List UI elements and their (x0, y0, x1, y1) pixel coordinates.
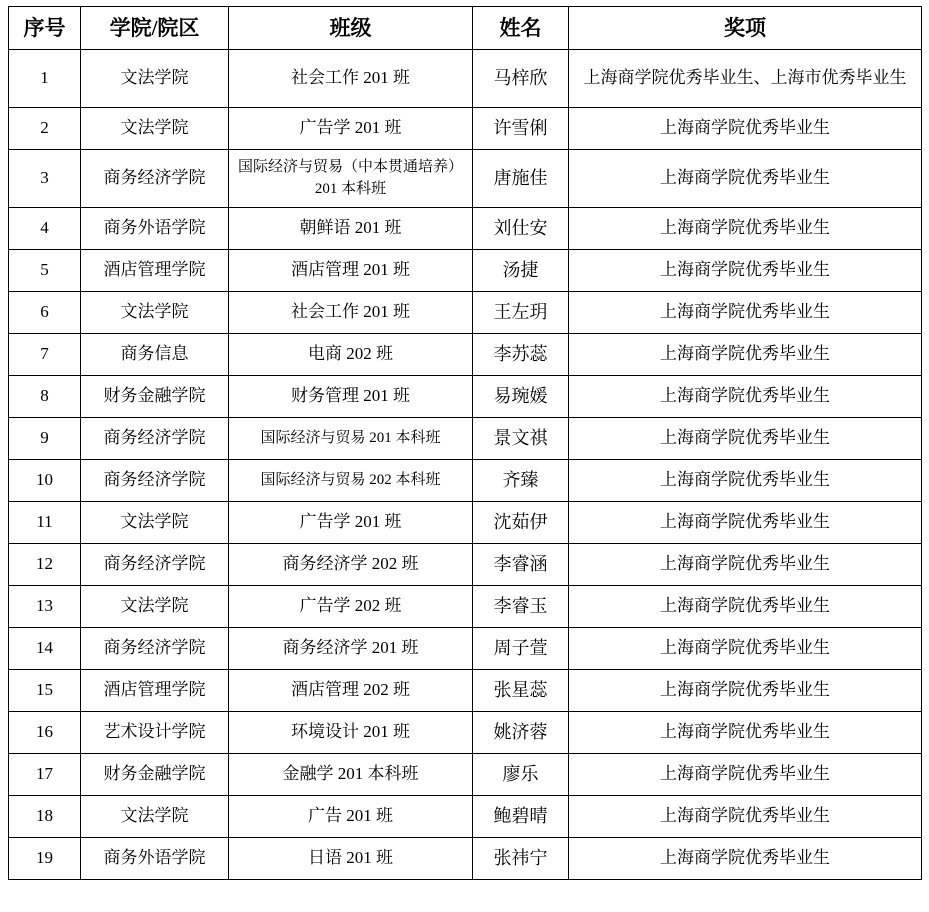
cell-name: 景文祺 (473, 418, 569, 460)
cell-award: 上海商学院优秀毕业生 (569, 208, 922, 250)
table-body (9, 50, 922, 880)
cell-name: 齐臻 (473, 460, 569, 502)
cell-name: 李苏蕊 (473, 334, 569, 376)
cell-award: 上海商学院优秀毕业生 (569, 628, 922, 670)
table-row (9, 628, 922, 670)
cell-class: 广告 201 班 (229, 796, 473, 838)
cell-class: 财务管理 201 班 (229, 376, 473, 418)
cell-class: 朝鲜语 201 班 (229, 208, 473, 250)
table-row (9, 670, 922, 712)
cell-class: 商务经济学 201 班 (229, 628, 473, 670)
cell-college: 文法学院 (81, 796, 229, 838)
column-header-index: 序号 (9, 7, 81, 50)
cell-name: 张星蕊 (473, 670, 569, 712)
cell-index: 11 (9, 502, 81, 544)
cell-award: 上海商学院优秀毕业生 (569, 292, 922, 334)
cell-award: 上海商学院优秀毕业生 (569, 796, 922, 838)
cell-college: 文法学院 (81, 50, 229, 108)
cell-class: 社会工作 201 班 (229, 50, 473, 108)
table-row (9, 108, 922, 150)
cell-award: 上海商学院优秀毕业生 (569, 108, 922, 150)
cell-index: 10 (9, 460, 81, 502)
cell-name: 沈茹伊 (473, 502, 569, 544)
table-row (9, 796, 922, 838)
cell-college: 文法学院 (81, 502, 229, 544)
cell-college: 商务外语学院 (81, 208, 229, 250)
cell-name: 姚济蓉 (473, 712, 569, 754)
column-header-award: 奖项 (569, 7, 922, 50)
cell-name: 周子萱 (473, 628, 569, 670)
cell-award: 上海商学院优秀毕业生 (569, 712, 922, 754)
table-row (9, 376, 922, 418)
cell-college: 商务经济学院 (81, 150, 229, 208)
cell-class: 酒店管理 202 班 (229, 670, 473, 712)
cell-index: 15 (9, 670, 81, 712)
cell-name: 鲍碧晴 (473, 796, 569, 838)
table-row (9, 250, 922, 292)
cell-name: 唐施佳 (473, 150, 569, 208)
cell-index: 8 (9, 376, 81, 418)
cell-name: 李睿涵 (473, 544, 569, 586)
cell-index: 5 (9, 250, 81, 292)
cell-class: 商务经济学 202 班 (229, 544, 473, 586)
cell-index: 19 (9, 838, 81, 880)
cell-award: 上海商学院优秀毕业生、上海市优秀毕业生 (569, 50, 922, 108)
cell-name: 马梓欣 (473, 50, 569, 108)
table-row (9, 208, 922, 250)
cell-college: 文法学院 (81, 108, 229, 150)
cell-college: 商务经济学院 (81, 418, 229, 460)
table-row (9, 754, 922, 796)
cell-college: 财务金融学院 (81, 754, 229, 796)
cell-index: 6 (9, 292, 81, 334)
table-row (9, 838, 922, 880)
table-row (9, 334, 922, 376)
cell-college: 文法学院 (81, 292, 229, 334)
table-header-row (9, 7, 922, 50)
cell-class: 环境设计 201 班 (229, 712, 473, 754)
cell-index: 14 (9, 628, 81, 670)
cell-college: 商务外语学院 (81, 838, 229, 880)
cell-name: 许雪俐 (473, 108, 569, 150)
cell-index: 13 (9, 586, 81, 628)
cell-name: 汤捷 (473, 250, 569, 292)
cell-name: 刘仕安 (473, 208, 569, 250)
cell-class: 广告学 201 班 (229, 108, 473, 150)
cell-award: 上海商学院优秀毕业生 (569, 460, 922, 502)
cell-class: 酒店管理 201 班 (229, 250, 473, 292)
column-header-name: 姓名 (473, 7, 569, 50)
table-row (9, 502, 922, 544)
table-row (9, 292, 922, 334)
cell-index: 9 (9, 418, 81, 460)
cell-college: 艺术设计学院 (81, 712, 229, 754)
cell-class: 国际经济与贸易 202 本科班 (229, 460, 473, 502)
award-table (8, 6, 922, 880)
cell-award: 上海商学院优秀毕业生 (569, 334, 922, 376)
column-header-class: 班级 (229, 7, 473, 50)
cell-college: 酒店管理学院 (81, 670, 229, 712)
table-row (9, 586, 922, 628)
cell-college: 酒店管理学院 (81, 250, 229, 292)
cell-index: 17 (9, 754, 81, 796)
table-row (9, 150, 922, 208)
table-row (9, 50, 922, 108)
cell-class: 国际经济与贸易 201 本科班 (229, 418, 473, 460)
cell-class: 日语 201 班 (229, 838, 473, 880)
table-row (9, 460, 922, 502)
cell-class: 社会工作 201 班 (229, 292, 473, 334)
cell-index: 7 (9, 334, 81, 376)
cell-class: 广告学 201 班 (229, 502, 473, 544)
cell-class: 电商 202 班 (229, 334, 473, 376)
column-header-college: 学院/院区 (81, 7, 229, 50)
cell-class: 国际经济与贸易（中本贯通培养）201 本科班 (229, 150, 473, 208)
cell-award: 上海商学院优秀毕业生 (569, 838, 922, 880)
table-header (9, 7, 922, 50)
cell-index: 4 (9, 208, 81, 250)
cell-name: 易琬媛 (473, 376, 569, 418)
cell-class: 广告学 202 班 (229, 586, 473, 628)
cell-name: 廖乐 (473, 754, 569, 796)
cell-college: 商务信息 (81, 334, 229, 376)
cell-index: 12 (9, 544, 81, 586)
table-row (9, 544, 922, 586)
cell-name: 王左玥 (473, 292, 569, 334)
cell-award: 上海商学院优秀毕业生 (569, 150, 922, 208)
cell-college: 财务金融学院 (81, 376, 229, 418)
cell-college: 商务经济学院 (81, 460, 229, 502)
cell-award: 上海商学院优秀毕业生 (569, 754, 922, 796)
cell-college: 商务经济学院 (81, 544, 229, 586)
cell-index: 18 (9, 796, 81, 838)
cell-award: 上海商学院优秀毕业生 (569, 586, 922, 628)
cell-name: 张祎宁 (473, 838, 569, 880)
cell-award: 上海商学院优秀毕业生 (569, 250, 922, 292)
cell-award: 上海商学院优秀毕业生 (569, 418, 922, 460)
table-row (9, 712, 922, 754)
cell-award: 上海商学院优秀毕业生 (569, 670, 922, 712)
cell-award: 上海商学院优秀毕业生 (569, 376, 922, 418)
cell-award: 上海商学院优秀毕业生 (569, 502, 922, 544)
cell-index: 16 (9, 712, 81, 754)
cell-college: 文法学院 (81, 586, 229, 628)
cell-index: 2 (9, 108, 81, 150)
table-row (9, 418, 922, 460)
cell-award: 上海商学院优秀毕业生 (569, 544, 922, 586)
cell-name: 李睿玉 (473, 586, 569, 628)
cell-index: 3 (9, 150, 81, 208)
cell-college: 商务经济学院 (81, 628, 229, 670)
cell-index: 1 (9, 50, 81, 108)
cell-class: 金融学 201 本科班 (229, 754, 473, 796)
